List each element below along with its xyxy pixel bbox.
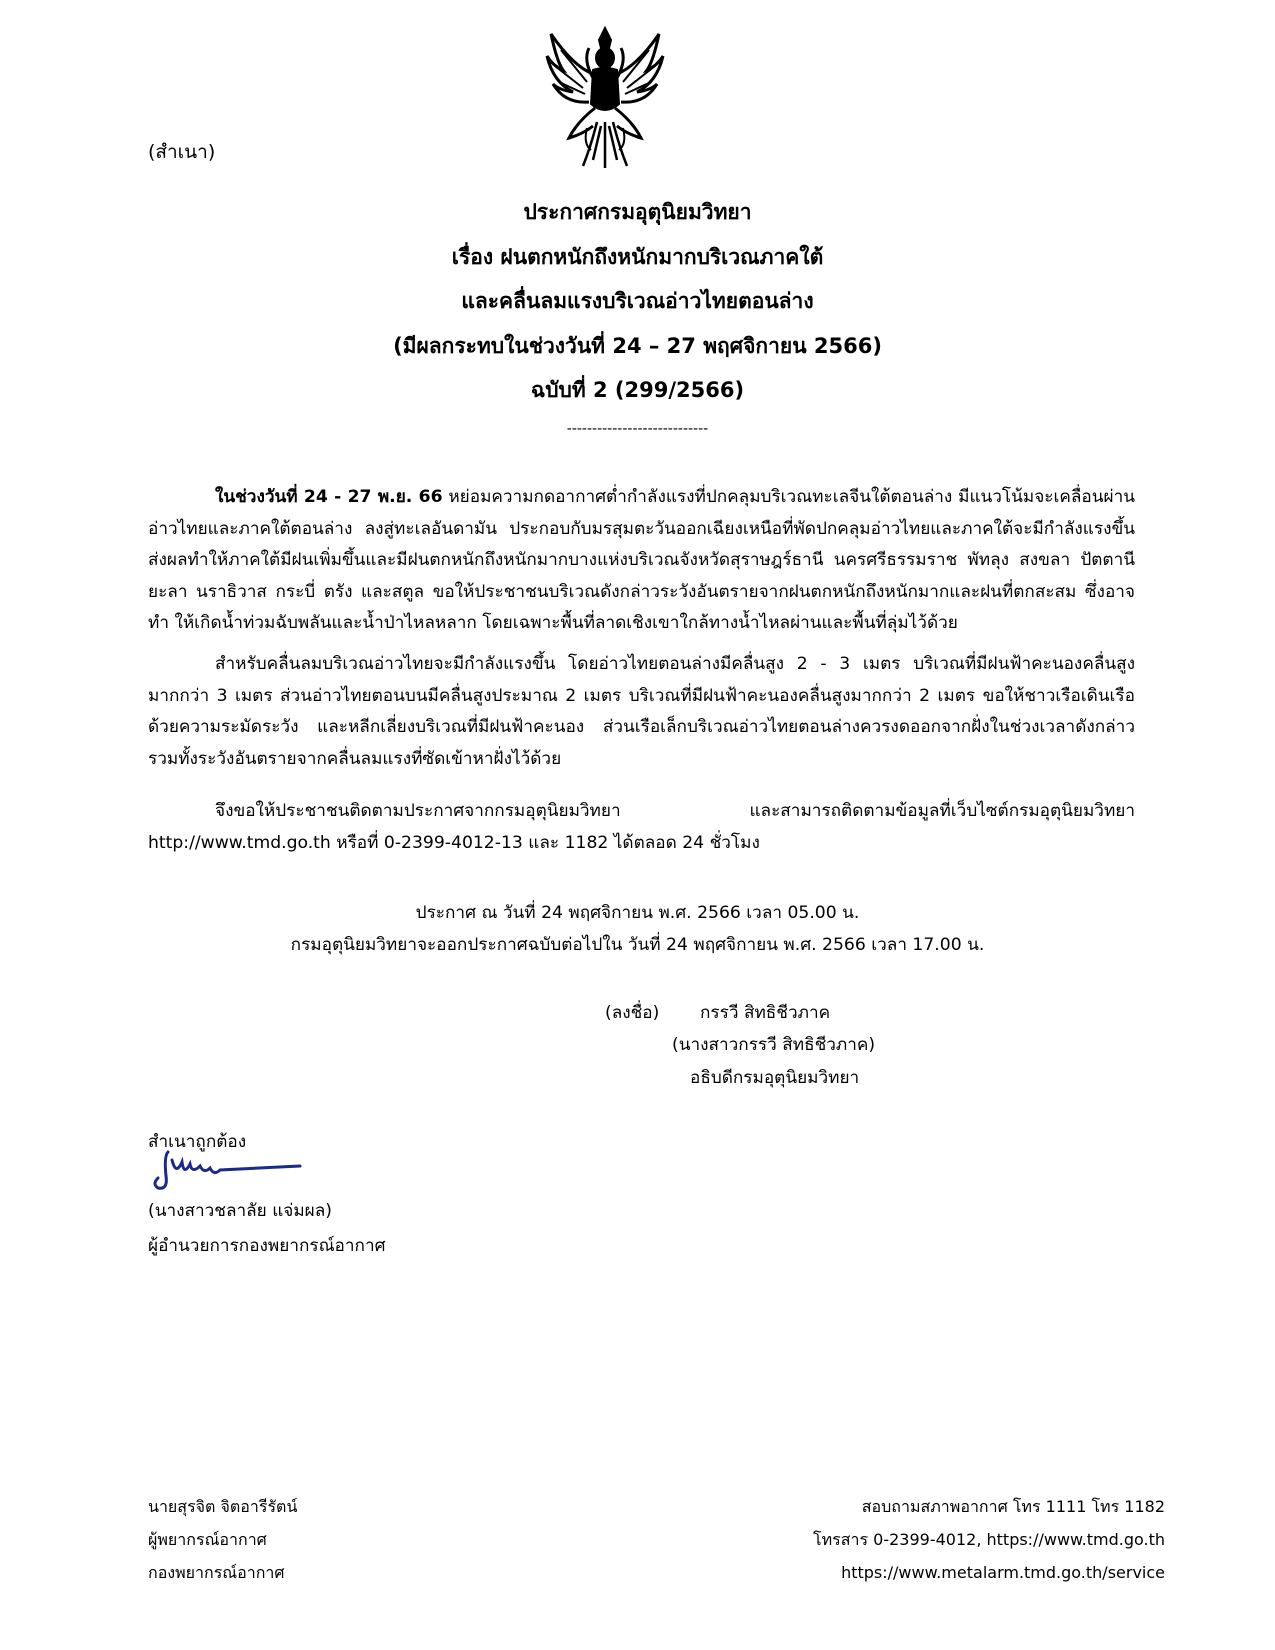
paragraph-rain-forecast bbox=[148, 482, 1135, 640]
next-issue-datetime: กรมอุตุนิยมวิทยาจะออกประกาศฉบับต่อไปใน วันที่ 24 พฤศจิกายน พ.ศ. 2566 เวลา 17.00 น. bbox=[290, 935, 985, 955]
footer-contact bbox=[813, 1490, 1165, 1589]
document-subject-cont: และคลื่นลมแรงบริเวณอ่าวไทยตอนล่าง bbox=[461, 289, 814, 313]
garuda-emblem-icon bbox=[543, 26, 667, 172]
title-divider: ---------------------------- bbox=[566, 421, 709, 437]
forecaster-name: นายสุรจิต จิตอารีรัตน์ bbox=[148, 1497, 298, 1516]
paragraph-follow-up: จึงขอให้ประชาชนติดตามประกาศจากกรมอุตุนิยมวิทยา และสามารถติดตามข้อมูลที่เว็บไซต์กรมอุตุนิยมวิทยา http://www.tmd.go.th หรือที่ 0-2399-4012-13 และ 1182 ได้ตลอด 24 ชั่วโมง bbox=[148, 801, 1135, 853]
signatory-position: อธิบดีกรมอุตุนิยมวิทยา bbox=[690, 1068, 860, 1088]
handwritten-signature-icon bbox=[150, 1146, 310, 1194]
forecaster-division: กองพยากรณ์อากาศ bbox=[148, 1563, 285, 1582]
footer-forecaster bbox=[148, 1490, 297, 1589]
contact-metalarm: https://www.metalarm.tmd.go.th/service bbox=[841, 1563, 1165, 1582]
certified-copy-label: สำเนาถูกต้อง bbox=[148, 1132, 247, 1152]
signatory-full-name: (นางสาวกรรวี สิทธิชีวภาค) bbox=[672, 1035, 876, 1055]
contact-fax-web: โทรสาร 0-2399-4012, https://www.tmd.go.th bbox=[813, 1530, 1165, 1549]
signatory-name: กรรวี สิทธิชีวภาค bbox=[700, 1003, 831, 1023]
document-subject: เรื่อง ฝนตกหนักถึงหนักมากบริเวณภาคใต้ bbox=[451, 245, 824, 269]
contact-phone: สอบถามสภาพอากาศ โทร 1111 โทร 1182 bbox=[861, 1497, 1165, 1516]
signature-label: (ลงชื่อ) bbox=[605, 1003, 660, 1023]
certifier-position: ผู้อำนวยการกองพยากรณ์อากาศ bbox=[148, 1236, 386, 1256]
issued-datetime: ประกาศ ณ วันที่ 24 พฤศจิกายน พ.ศ. 2566 เวลา 05.00 น. bbox=[415, 903, 860, 923]
issue-number: ฉบับที่ 2 (299/2566) bbox=[530, 378, 745, 402]
paragraph-waves: สำหรับคลื่นลมบริเวณอ่าวไทยจะมีกำลังแรงขึ้น โดยอ่าวไทยตอนล่างมีคลื่นสูง 2 - 3 เมตร บริเวณที่มีฝนฟ้าคะนองคลื่นสูงมากกว่า 3 เมตร ส่วนอ่าวไทยตอนบนมีคลื่นสูงประมาณ 2 เมตร บริเวณที่มีฝนฟ้าคะนองคลื่นสูงมากกว่า 2 เมตร ขอให้ชาวเรือเดินเรือด้วยความระมัดระวัง และหลีกเลี่ยงบริเวณที่มีฝนฟ้าคะนอง ส่วนเรือเล็กบริเวณอ่าวไทยตอนล่างควรงดออกจากฝั่งในช่วงเวลาดังกล่าว รวมทั้งระวังอันตรายจากคลื่นลมแรงที่ซัดเข้าหาฝั่งไว้ด้วย bbox=[148, 654, 1135, 769]
copy-label: (สำเนา) bbox=[148, 141, 216, 163]
forecaster-title: ผู้พยากรณ์อากาศ bbox=[148, 1530, 267, 1549]
paragraph-rain-text: หย่อมความกดอากาศต่ำกำลังแรงที่ปกคลุมบริเวณทะเลจีนใต้ตอนล่าง มีแนวโน้มจะเคลื่อนผ่านอ่าวไทยและภาคใต้ตอนล่าง ลงสู่ทะเลอันดามัน ประกอบกับมรสุมตะวันออกเฉียงเหนือที่พัดปกคลุมอ่าวไทยและภาคใต้จะมีกำลังแรงขึ้น ส่งผลทำให้ภาคใต้มีฝนเพิ่มขึ้นและมีฝนตกหนักถึงหนักมากบางแห่งบริเวณจังหวัดสุราษฎร์ธานี นครศรีธรรมราช พัทลุง สงขลา ปัตตานี ยะลา นราธิวาส กระบี่ ตรัง และสตูล ขอให้ประชาชนบริเวณดังกล่าวระวังอันตรายจากฝนตกหนักถึงหนักมากและฝนที่ตกสะสม ซึ่งอาจทำ ให้เกิดน้ำท่วมฉับพลันและน้ำป่าไหลหลาก โดยเฉพาะพื้นที่ลาดเชิงเขาใกล้ทางน้ำไหลผ่านและพื้นที่ลุ่มไว้ด้วย bbox=[148, 487, 1135, 633]
impact-period: (มีผลกระทบในช่วงวันที่ 24 – 27 พฤศจิกายน 2566) bbox=[393, 334, 882, 358]
certifier-name: (นางสาวชลาลัย แจ่มผล) bbox=[148, 1201, 332, 1221]
document-title: ประกาศกรมอุตุนิยมวิทยา bbox=[523, 200, 752, 224]
paragraph-lead-period: ในช่วงวันที่ 24 - 27 พ.ย. 66 bbox=[215, 487, 443, 507]
